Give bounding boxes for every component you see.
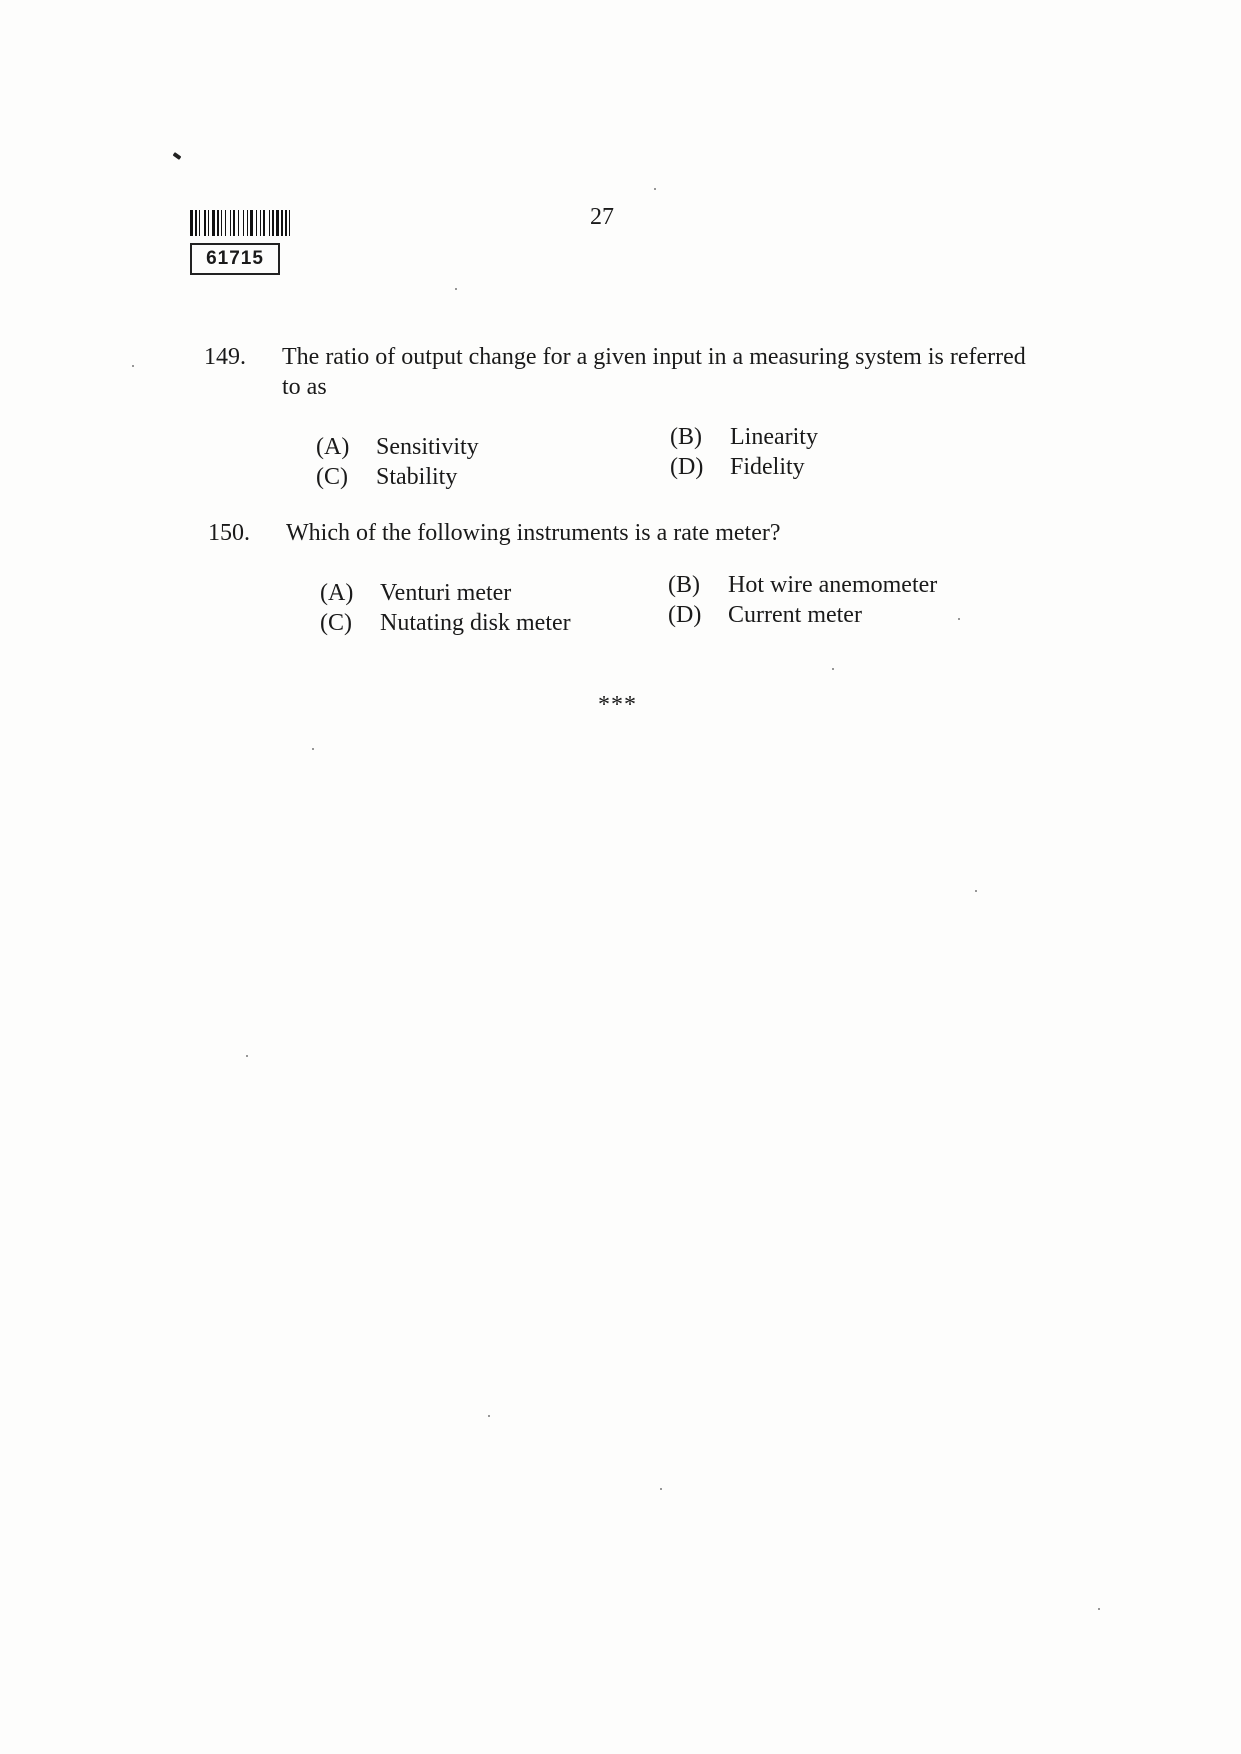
scan-speck (132, 365, 134, 367)
scan-speck (312, 748, 314, 750)
option-letter: (B) (668, 572, 700, 598)
barcode-bar (289, 210, 290, 236)
barcode-bar (285, 210, 287, 236)
scan-speck (975, 890, 977, 892)
page-number: 27 (590, 204, 614, 230)
barcode-bar (256, 210, 257, 236)
option-a (316, 432, 479, 462)
question-number: 149. (204, 344, 246, 370)
option-text: Venturi meter (380, 580, 512, 606)
barcode-bar (250, 210, 253, 236)
barcode-bar (221, 210, 222, 236)
scan-speck (1098, 1608, 1100, 1610)
scan-speck (246, 1055, 248, 1057)
scan-mark (173, 152, 182, 160)
barcode-bar (199, 210, 200, 236)
option-d (668, 600, 862, 630)
paper-code: 61715 (190, 243, 280, 275)
question-number: 150. (208, 520, 250, 546)
barcode-bar (225, 210, 226, 236)
question-text: The ratio of output change for a given input in a measuring system is referred to as (282, 344, 1026, 400)
option-d (670, 452, 805, 482)
barcode-bar (233, 210, 235, 236)
question-text: Which of the following instruments is a rate meter? (286, 520, 781, 546)
option-text: Fidelity (730, 454, 805, 480)
option-text: Nutating disk meter (380, 610, 571, 636)
barcode-bar (238, 210, 239, 236)
barcode-icon (190, 210, 350, 236)
scan-speck (455, 288, 457, 290)
barcode-bar (195, 210, 197, 236)
option-text: Linearity (730, 424, 818, 450)
barcode-bar (217, 210, 219, 236)
question-149 (204, 342, 1034, 402)
option-a (320, 578, 511, 608)
barcode-bar (247, 210, 248, 236)
option-b (670, 422, 818, 452)
option-text: Hot wire anemometer (728, 572, 938, 598)
option-letter: (C) (320, 610, 352, 636)
option-text: Stability (376, 464, 458, 490)
barcode-bar (204, 210, 206, 236)
scan-speck (654, 188, 656, 190)
scan-speck (488, 1415, 490, 1417)
scan-speck (832, 668, 834, 670)
barcode-bar (276, 210, 279, 236)
barcode-bar (269, 210, 270, 236)
barcode-bar (263, 210, 265, 236)
scan-speck (958, 618, 960, 620)
option-letter: (A) (320, 580, 354, 606)
barcode-bar (260, 210, 261, 236)
barcode-bar (243, 210, 244, 236)
option-c (316, 462, 457, 492)
question-150 (208, 518, 1038, 548)
barcode-bar (272, 210, 274, 236)
barcode-bar (212, 210, 215, 236)
option-b (668, 570, 937, 600)
option-letter: (A) (316, 434, 350, 460)
end-marker: *** (598, 692, 637, 718)
option-letter: (D) (670, 454, 704, 480)
barcode-bar (190, 210, 193, 236)
barcode-bar (208, 210, 209, 236)
scan-speck (660, 1488, 662, 1490)
option-letter: (C) (316, 464, 348, 490)
barcode-bar (281, 210, 283, 236)
option-c (320, 608, 571, 638)
option-text: Sensitivity (376, 434, 479, 460)
option-letter: (B) (670, 424, 702, 450)
option-text: Current meter (728, 602, 862, 628)
barcode-bar (230, 210, 231, 236)
option-letter: (D) (668, 602, 702, 628)
